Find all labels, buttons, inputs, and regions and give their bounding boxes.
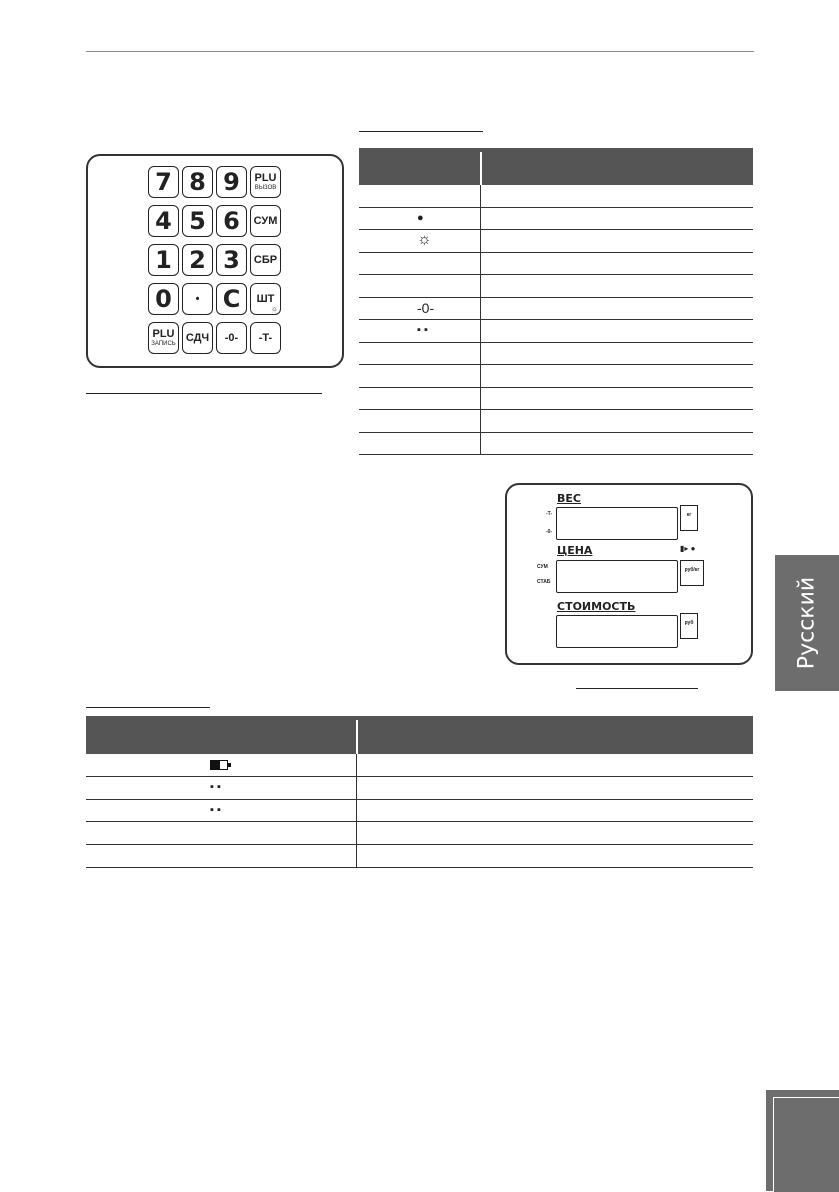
language-tab [775,555,839,691]
header-rule [86,51,754,52]
key-2[interactable] [182,244,213,276]
symbol: ▪ ▪ [210,780,221,793]
indicator-table-column-divider [480,185,481,455]
key-5-label: 5 [189,207,206,235]
indicator-table-row [359,253,753,276]
key-0-label: 0 [155,285,172,313]
symbols-table-header-divider [356,720,358,754]
key-plu-save-label: PLU [152,328,175,340]
key-1-label: 1 [155,246,172,274]
indicator-table-row [359,208,753,231]
key-plu-call-sublabel: ВЫЗОВ [254,185,277,191]
price-field [556,560,678,593]
cost-field [556,615,678,648]
price-side-bottom: СТАБ [537,579,551,585]
indicator-table-row [359,365,753,388]
price-title: ЦЕНА [557,544,593,557]
symbols-table-row [86,800,753,823]
key-sdch-label: СДЧ [185,331,210,344]
indicator-table-header-divider [480,152,482,185]
key-clear[interactable] [216,283,247,315]
key-tare-label: -T- [258,331,273,344]
key-zero[interactable] [216,322,247,354]
indicator-table-row [359,343,753,366]
cost-title: СТОИМОСТЬ [557,600,636,613]
battery-tip [228,763,231,767]
symbols-table-column-divider [356,754,357,868]
page-corner-inner [773,1097,839,1192]
key-tare[interactable] [250,322,281,354]
key-zero-label: -0- [224,331,239,344]
indicator-table [359,148,753,455]
battery-icon [210,760,228,770]
key-sum[interactable] [250,205,281,237]
indicator-table-row [359,433,753,456]
weight-unit: кг [680,505,698,531]
key-reset[interactable] [250,244,281,276]
key-9[interactable] [216,166,247,198]
key-dot[interactable] [182,283,213,315]
status-icons: ▮▸ ● [680,544,696,553]
indicator-table-row [359,275,753,298]
key-7-label: 7 [155,168,172,196]
key-3[interactable] [216,244,247,276]
weight-side-top: -T- [546,511,553,517]
symbols-table-row [86,845,753,868]
symbols-table-caption-rule [86,707,210,708]
indicator-table-header [359,148,753,185]
weight-field [556,507,678,540]
key-3-label: 3 [223,246,240,274]
key-plu-save-sublabel: ЗАПИСЬ [151,341,176,347]
weight-side-bottom: -0- [546,529,553,535]
key-4-label: 4 [155,207,172,235]
symbols-table [86,716,753,868]
indicator-table-row [359,320,753,343]
key-0[interactable] [148,283,179,315]
display-caption-rule [576,688,698,689]
symbols-table-row [86,777,753,800]
key-clear-label: C [222,285,241,313]
key-1[interactable] [148,244,179,276]
weight-title: ВЕС [557,492,581,505]
keypad-caption-rule [86,393,322,394]
key-plu-call[interactable] [250,166,281,198]
indicator-table-row [359,185,753,208]
indicator-symbol: -0- [417,299,435,316]
key-5[interactable] [182,205,213,237]
key-pcs[interactable] [250,283,281,315]
key-8[interactable] [182,166,213,198]
keypad [148,166,284,356]
price-unit: руб/кг [680,560,704,586]
indicator-table-caption-rule [359,131,483,132]
key-2-label: 2 [189,246,206,274]
symbol: ▪ ▪ [210,803,221,816]
key-sdch[interactable] [182,322,213,354]
symbols-table-row [86,754,753,777]
indicator-symbol: ● [417,211,424,224]
symbols-table-header [86,716,753,754]
key-sum-label: СУМ [253,214,278,227]
key-pcs-label: ШТ [256,292,275,305]
indicator-table-row [359,298,753,321]
language-tab-label: Русский [794,576,820,670]
key-plu-save[interactable] [148,322,179,354]
indicator-symbol: ▪ ▪ [417,324,428,336]
symbols-table-row [86,822,753,845]
key-dot-label: • [195,292,200,305]
key-plu-call-label: PLU [254,172,277,184]
key-6-label: 6 [223,207,240,235]
key-reset-label: СБР [253,253,278,266]
indicator-table-row [359,388,753,411]
key-9-label: 9 [223,168,240,196]
indicator-table-row [359,410,753,433]
key-4[interactable] [148,205,179,237]
price-side-top: СУМ [537,564,548,570]
indicator-table-row [359,230,753,253]
key-6[interactable] [216,205,247,237]
cost-unit: руб [680,613,698,639]
key-8-label: 8 [189,168,206,196]
indicator-symbol: ☼ [417,231,432,248]
key-7[interactable] [148,166,179,198]
backlight-icon: ☼ [270,304,278,313]
